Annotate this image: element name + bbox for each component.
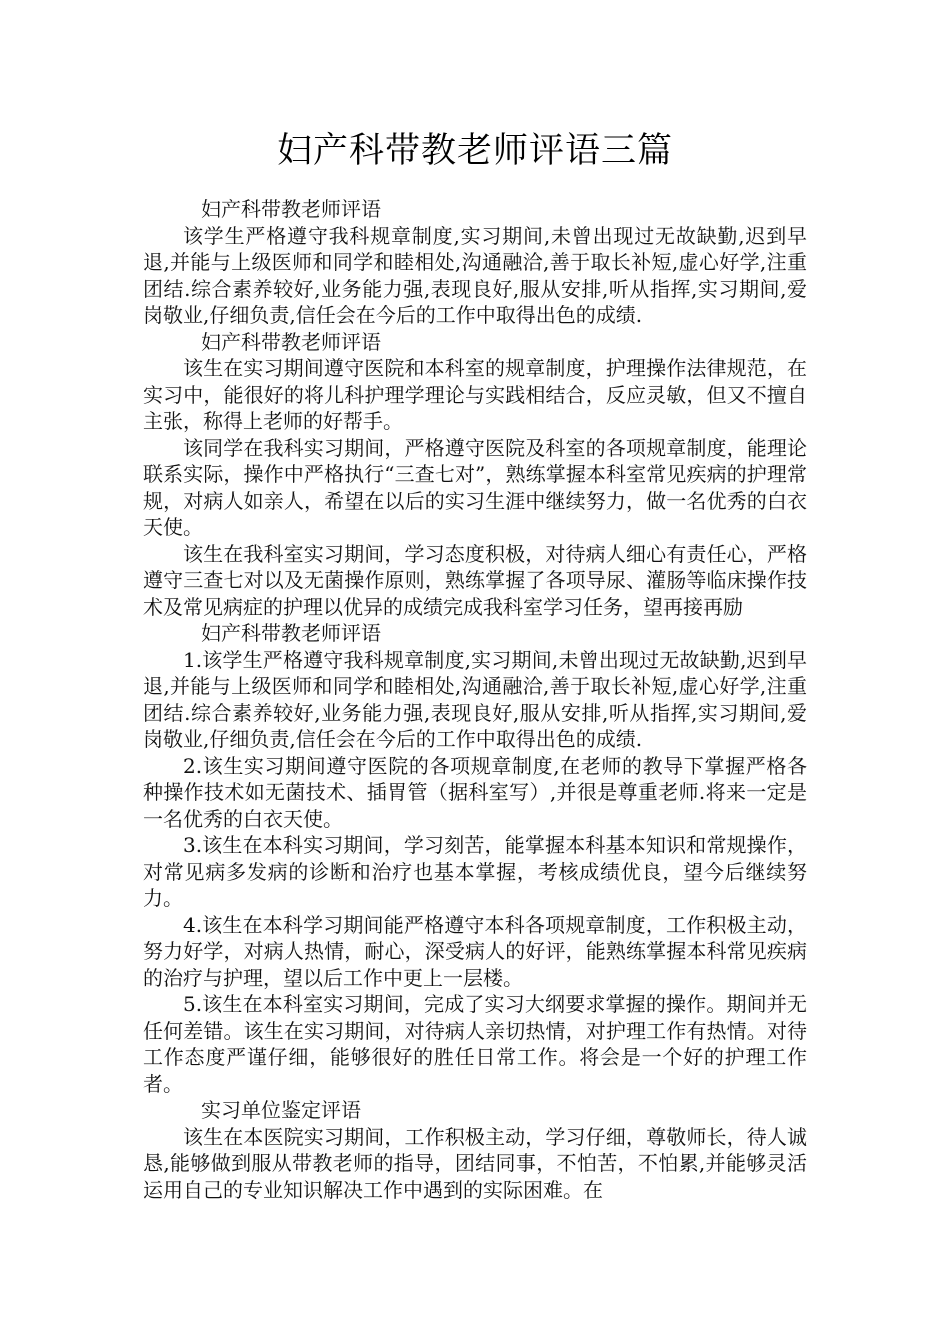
section-heading: 妇产科带教老师评语 [201, 621, 381, 645]
paragraph: 该生在本医院实习期间，工作积极主动，学习仔细，尊敬师长，待人诚恳,能够做到服从带教老师的指导，团结同事，不怕苦，不怕累,并能够灵活运用自己的专业知识解决工作中遇到的实际困难。在 [143, 1124, 807, 1202]
section-heading: 实习单位鉴定评语 [201, 1098, 361, 1122]
paragraph: 4.该生在本科学习期间能严格遵守本科各项规章制度，工作积极主动，努力好学，对病人热情，耐心，深受病人的好评，能熟练掌握本科常见疾病的治疗与护理，望以后工作中更上一层楼。 [143, 912, 807, 990]
paragraph: 该生在实习期间遵守医院和本科室的规章制度，护理操作法律规范，在实习中，能很好的将儿科护理学理论与实践相结合，反应灵敏，但又不擅自主张，称得上老师的好帮手。 [143, 356, 807, 433]
document-title: 妇产科带教老师评语三篇 [276, 131, 673, 171]
paragraph: 1.该学生严格遵守我科规章制度,实习期间,未曾出现过无故缺勤,迟到早退,并能与上级医师和同学和睦相处,沟通融洽,善于取长补短,虚心好学,注重团结.综合素养较好,业务能力强,表现良好,服从安排,听从指挥,实习期间,爱岗敬业,仔细负责,信任会在今后的工作中取得出色的成绩. [143, 647, 807, 751]
paragraph: 该学生严格遵守我科规章制度,实习期间,未曾出现过无故缺勤,迟到早退,并能与上级医师和同学和睦相处,沟通融洽,善于取长补短,虚心好学,注重团结.综合素养较好,业务能力强,表现良好,服从安排,听从指挥,实习期间,爱岗敬业,仔细负责,信任会在今后的工作中取得出色的成绩. [143, 223, 807, 327]
section-heading: 妇产科带教老师评语 [201, 197, 381, 221]
document-body [143, 196, 807, 1203]
section-heading: 妇产科带教老师评语 [201, 329, 381, 354]
paragraph: 5.该生在本科室实习期间，完成了实习大纲要求掌握的操作。期间并无任何差错。该生在实习期间，对待病人亲切热情，对护理工作有热情。对待工作态度严谨仔细，能够很好的胜任日常工作。将会是一个好的护理工作者。 [143, 992, 807, 1096]
paragraph: 2.该生实习期间遵守医院的各项规章制度,在老师的教导下掌握严格各种操作技术如无菌技术、插胃管（据科室写）,并很是尊重老师.将来一定是一名优秀的白衣天使。 [143, 753, 807, 831]
paragraph: 该生在我科室实习期间，学习态度积极，对待病人细心有责任心，严格遵守三查七对以及无菌操作原则，熟练掌握了各项导尿、灌肠等临床操作技术及常见病症的护理以优异的成绩完成我科室学习任务，望再接再励 [143, 541, 807, 619]
paragraph: 该同学在我科实习期间，严格遵守医院及科室的各项规章制度，能理论联系实际，操作中严格执行“三查七对”，熟练掌握本科室常见疾病的护理常规，对病人如亲人，希望在以后的实习生涯中继续努力，做一名优秀的白衣天使。 [143, 435, 807, 539]
paragraph: 3.该生在本科实习期间，学习刻苦，能掌握本科基本知识和常规操作，对常见病多发病的诊断和治疗也基本掌握，考核成绩优良，望今后继续努力。 [143, 833, 807, 910]
